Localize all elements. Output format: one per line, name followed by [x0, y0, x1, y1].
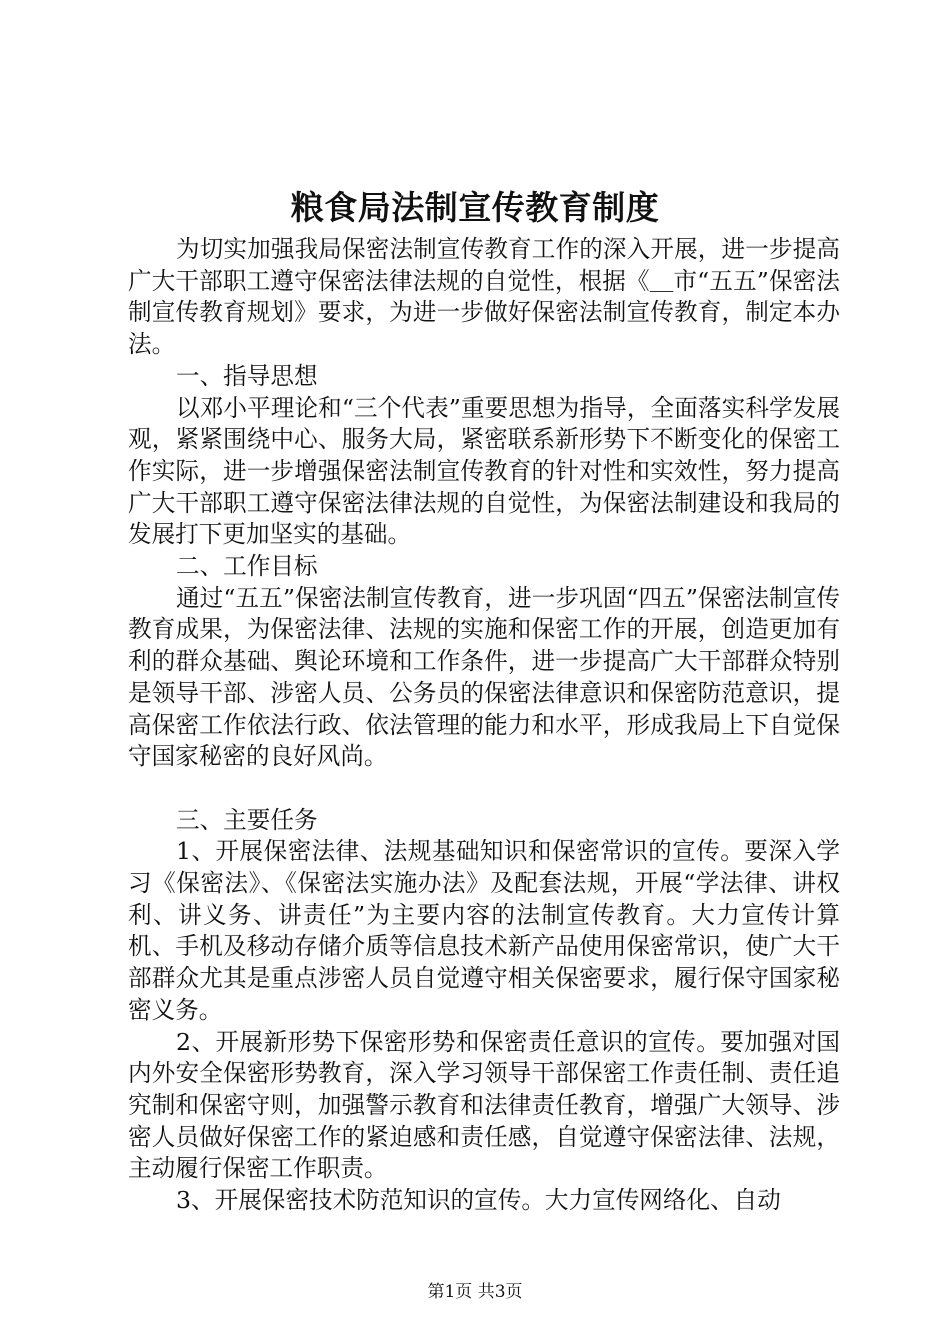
document-body — [128, 234, 840, 1217]
document-title: 粮食局法制宣传教育制度 — [290, 188, 660, 227]
guiding-thought-paragraph: 以邓小平理论和“三个代表”重要思想为指导，全面落实科学发展观，紧紧围绕中心、服务大局，紧密联系新形势下不断变化的保密工作实际，进一步增强保密法制宣传教育的针对性和实效性，努力提高广大干部职工遵守保密法律法规的自觉性，为保密法制建设和我局的发展打下更加坚实的基础。 — [128, 393, 840, 549]
paragraph-spacer — [128, 773, 840, 805]
intro-paragraph: 为切实加强我局保密法制宣传教育工作的深入开展，进一步提高广大干部职工遵守保密法律法规的自觉性，根据《＿市“五五”保密法制宣传教育规划》要求，为进一步做好保密法制宣传教育，制定本办法。 — [128, 235, 840, 359]
task-2-paragraph: 2、开展新形势下保密形势和保密责任意识的宣传。要加强对国内外安全保密形势教育，深入学习领导干部保密工作责任制、责任追究制和保密守则，加强警示教育和法律责任教育，增强广大领导、涉密人员做好保密工作的紧迫感和责任感，自觉遵守保密法律、法规，主动履行保密工作职责。 — [128, 1027, 840, 1183]
section-heading-guiding-thought: 一、指导思想 — [176, 361, 318, 390]
section-heading-work-goal: 二、工作目标 — [176, 552, 318, 581]
page-number-footer: 第1页 共3页 — [427, 1282, 523, 1302]
task-3-paragraph: 3、开展保密技术防范知识的宣传。大力宣传网络化、自动 — [176, 1186, 781, 1215]
work-goal-paragraph: 通过“五五”保密法制宣传教育，进一步巩固“四五”保密法制宣传教育成果，为保密法律、法规的实施和保密工作的开展，创造更加有利的群众基础、舆论环境和工作条件，进一步提高广大干部群众特别是领导干部、涉密人员、公务员的保密法律意识和保密防范意识，提高保密工作依法行政、依法管理的能力和水平，形成我局上下自觉保守国家秘密的良好风尚。 — [128, 583, 840, 771]
section-heading-main-tasks: 三、主要任务 — [176, 805, 318, 834]
task-1-paragraph: 1、开展保密法律、法规基础知识和保密常识的宣传。要深入学习《保密法》、《保密法实施办法》及配套法规，开展“学法律、讲权利、讲义务、讲责任”为主要内容的法制宣传教育。大力宣传计算机、手机及移动存储介质等信息技术新产品使用保密常识，使广大干部群众尤其是重点涉密人员自觉遵守相关保密要求，履行保守国家秘密义务。 — [128, 837, 840, 1024]
